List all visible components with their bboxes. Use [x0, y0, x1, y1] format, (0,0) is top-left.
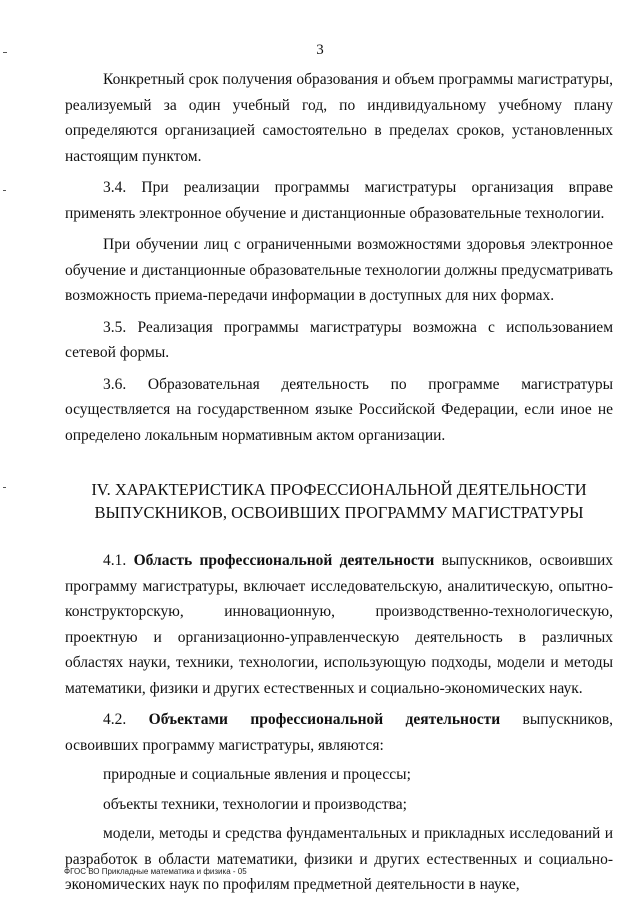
document-body — [65, 67, 613, 898]
scan-edge-mark — [3, 190, 6, 191]
list-item: модели, методы и средства фундаментальных и прикладных исследований и разработок в области математики, физики и других естественных и социально-экономических наук по профилям предметной деятельности в науке, — [65, 825, 613, 893]
scan-edge-mark — [3, 487, 6, 488]
paragraph-4-1 — [65, 548, 613, 701]
footer: ФГОС ВО Прикладные математика и физика - 05 — [64, 867, 247, 876]
list-item: природные и социальные явления и процессы; — [103, 766, 411, 783]
section-heading: IV. ХАРАКТЕРИСТИКА ПРОФЕССИОНАЛЬНОЙ ДЕЯТЕЛЬНОСТИ ВЫПУСКНИКОВ, ОСВОИВШИХ ПРОГРАММУ МАГИСТРАТУРЫ — [91, 480, 587, 522]
bold-term: Объектами профессиональной деятельности — [148, 711, 501, 728]
paragraph: При обучении лиц с ограниченными возможностями здоровья электронное обучение и дистанционные образовательные технологии должны предусматривать возможность приема-передачи информации в доступных для них формах. — [65, 236, 613, 304]
paragraph-4-2 — [65, 707, 613, 758]
bold-term: Область профессиональной деятельности — [133, 552, 435, 569]
page-number: 3 — [316, 42, 324, 58]
clause-number: 4.2. — [103, 711, 127, 728]
list-item: объекты техники, технологии и производства; — [103, 795, 407, 813]
clause-number: 4.1. — [103, 552, 127, 569]
clause-text: выпускников, освоивших программу магистратуры, включает исследовательскую, аналитическую, опытно-конструкторскую, инновационную, производственно-технологическую, проектную и организационно-управленческую деятельность в различных областях науки, техники, технологии, использующую подходы, модели и методы математики, физики и других естественных и социально-экономических наук. — [65, 552, 613, 697]
paragraph: Конкретный срок получения образования и объем программы магистратуры, реализуемый за один учебный год, по индивидуальному учебному плану определяются организацией самостоятельно в пределах сроков, установленных настоящим пунктом. — [65, 71, 613, 165]
clause-text: выпускников, освоивших программу магистратуры, являются: — [65, 711, 614, 754]
paragraph: 3.6. Образовательная деятельность по программе магистратуры осуществляется на государственном языке Российской Федерации, если иное не определено локальным нормативным актом организации. — [65, 375, 613, 444]
paragraph: 3.4. При реализации программы магистратуры организация вправе применять электронное обучение и дистанционные образовательные технологии. — [65, 179, 613, 222]
paragraph: 3.5. Реализация программы магистратуры возможна с использованием сетевой формы. — [65, 318, 613, 361]
